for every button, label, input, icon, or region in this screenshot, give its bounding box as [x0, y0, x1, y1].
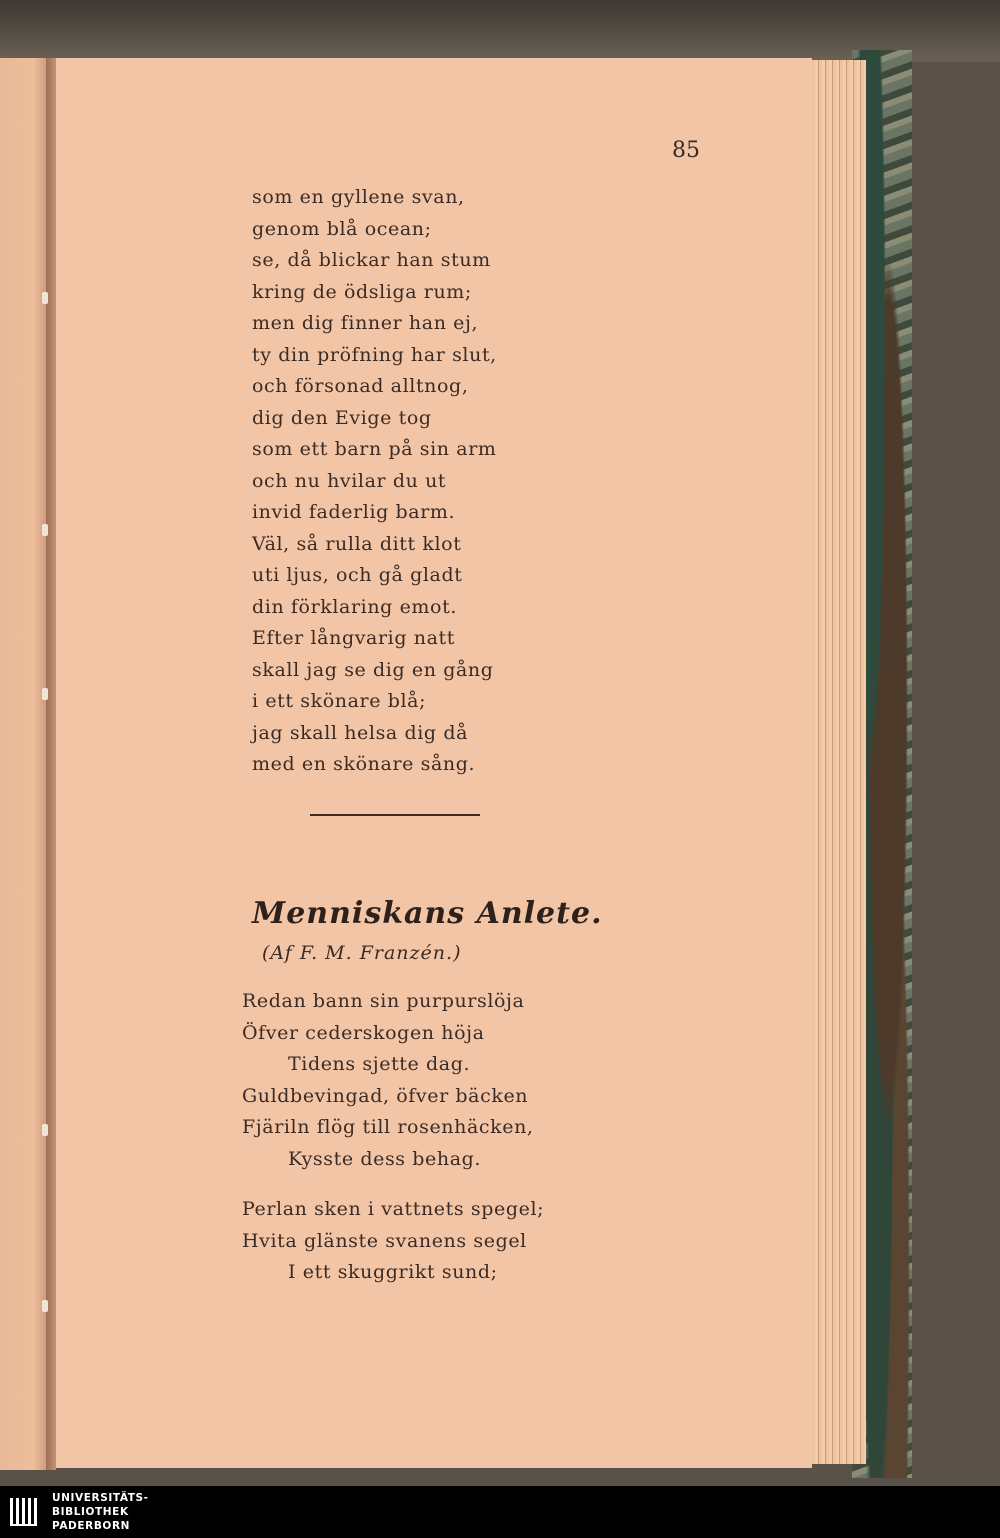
book-page [56, 58, 812, 1468]
book-gutter [46, 58, 56, 1470]
page-edges [808, 60, 866, 1464]
verse-line: Kysste dess behag. [288, 1147, 482, 1170]
library-name-line: BIBLIOTHEK [52, 1506, 129, 1518]
verse-line: i ett skönare blå; [252, 690, 427, 712]
verse-line: Fjäriln flög till rosenhäcken, [242, 1116, 534, 1138]
verse-line: Redan bann sin purpurslöja [242, 990, 525, 1012]
verse-line: uti ljus, och gå gladt [252, 564, 463, 586]
verse-line: se, då blickar han stum [252, 249, 491, 271]
verse-line: invid faderlig barm. [252, 501, 456, 523]
verse-line: Öfver cederskogen höja [242, 1021, 485, 1044]
verse-line: med en skönare sång. [252, 753, 476, 775]
verse-line: jag skall helsa dig då [252, 721, 469, 744]
verse-line: Efter långvarig natt [252, 627, 455, 649]
verse-line: Tidens sjette dag. [288, 1053, 471, 1075]
verse-line: men dig finner han ej, [252, 312, 479, 334]
verse-line: Guldbevingad, öfver bäcken [242, 1084, 529, 1107]
left-page-edge [0, 58, 48, 1470]
verse-line: som ett barn på sin arm [252, 438, 497, 460]
verse-line: och försonad alltnog, [252, 375, 469, 397]
poem-stanza-1 [252, 182, 497, 781]
section-divider [310, 814, 480, 816]
page-number: 85 [672, 138, 700, 163]
library-footer [0, 1486, 1000, 1538]
verse-line: ty din pröfning har slut, [252, 343, 497, 366]
binding-stitch [42, 1124, 48, 1136]
binding-stitch [42, 1300, 48, 1312]
verse-line: I ett skuggrikt sund; [288, 1261, 498, 1283]
library-logo-text [52, 1491, 149, 1533]
verse-line: skall jag se dig en gång [252, 658, 494, 681]
verse-line: som en gyllene svan, [252, 186, 465, 208]
scan-background [0, 0, 1000, 62]
binding-stitch [42, 688, 48, 700]
verse-line: din förklaring emot. [252, 595, 457, 618]
verse-line: Perlan sken i vattnets spegel; [242, 1198, 545, 1220]
verse-line: genom blå ocean; [252, 217, 432, 240]
verse-line: dig den Evige tog [252, 406, 432, 429]
verse-line: och nu hvilar du ut [252, 469, 447, 492]
binding-stitch [42, 292, 48, 304]
verse-line: kring de ödsliga rum; [252, 280, 472, 303]
poem-stanza-3 [242, 1194, 544, 1289]
binding-stitch [42, 524, 48, 536]
poem-author: (Af F. M. Franzén.) [262, 942, 462, 964]
poem-stanza-2 [242, 986, 534, 1175]
library-logo-icon [8, 1494, 44, 1530]
library-name-line: PADERBORN [52, 1520, 131, 1532]
poem-title: Menniskans Anlete. [252, 896, 603, 931]
verse-line: Väl, så rulla ditt klot [252, 532, 462, 555]
library-name-line: UNIVERSITÄTS- [52, 1492, 149, 1504]
verse-line: Hvita glänste svanens segel [242, 1229, 527, 1252]
